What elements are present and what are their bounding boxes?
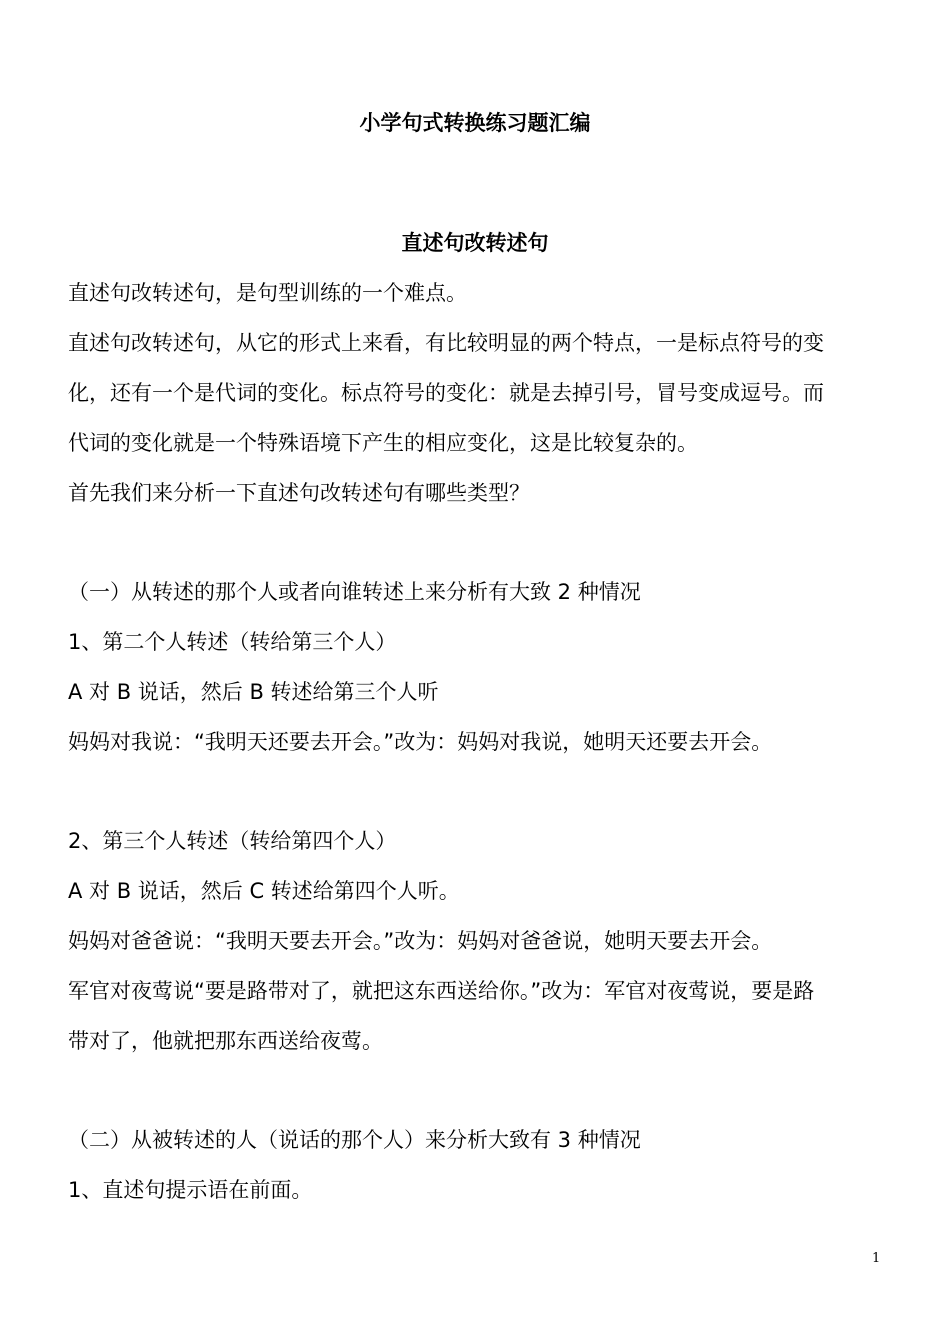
example-line: 军官对夜莺说“要是路带对了，就把这东西送给你。”改为：军官对夜莺说，要是路	[68, 979, 815, 1003]
list-item-heading: 1、第二个人转述（转给第三个人）	[68, 630, 397, 654]
list-item-heading: 2、第三个人转述（转给第四个人）	[68, 829, 397, 853]
paragraph-line: 直述句改转述句，从它的形式上来看，有比较明显的两个特点，一是标点符号的变	[68, 331, 824, 355]
paragraph-line: A 对 B 说话，然后 B 转述给第三个人听	[68, 680, 439, 704]
paragraph-line: 首先我们来分析一下直述句改转述句有哪些类型？	[68, 481, 530, 505]
example-line: 妈妈对我说：“我明天还要去开会。”改为：妈妈对我说，她明天还要去开会。	[68, 730, 773, 754]
example-line: 带对了，他就把那东西送给夜莺。	[68, 1029, 383, 1053]
subsection-heading: （一）从转述的那个人或者向谁转述上来分析有大致 2 种情况	[68, 580, 641, 604]
example-line: 妈妈对爸爸说：“我明天要去开会。”改为：妈妈对爸爸说，她明天要去开会。	[68, 929, 773, 953]
document-title: 小学句式转换练习题汇编	[359, 111, 591, 135]
paragraph-line: 化，还有一个是代词的变化。标点符号的变化：就是去掉引号，冒号变成逗号。而	[68, 381, 824, 405]
section-title: 直述句改转述句	[401, 231, 549, 255]
paragraph-line: 代词的变化就是一个特殊语境下产生的相应变化，这是比较复杂的。	[68, 431, 698, 455]
paragraph-line: 直述句改转述句，是句型训练的一个难点。	[68, 281, 467, 305]
page-number: 1	[872, 1251, 881, 1266]
paragraph-line: A 对 B 说话，然后 C 转述给第四个人听。	[68, 879, 460, 903]
subsection-heading: （二）从被转述的人（说话的那个人）来分析大致有 3 种情况	[68, 1128, 641, 1152]
list-item-heading: 1、直述句提示语在前面。	[68, 1178, 313, 1202]
